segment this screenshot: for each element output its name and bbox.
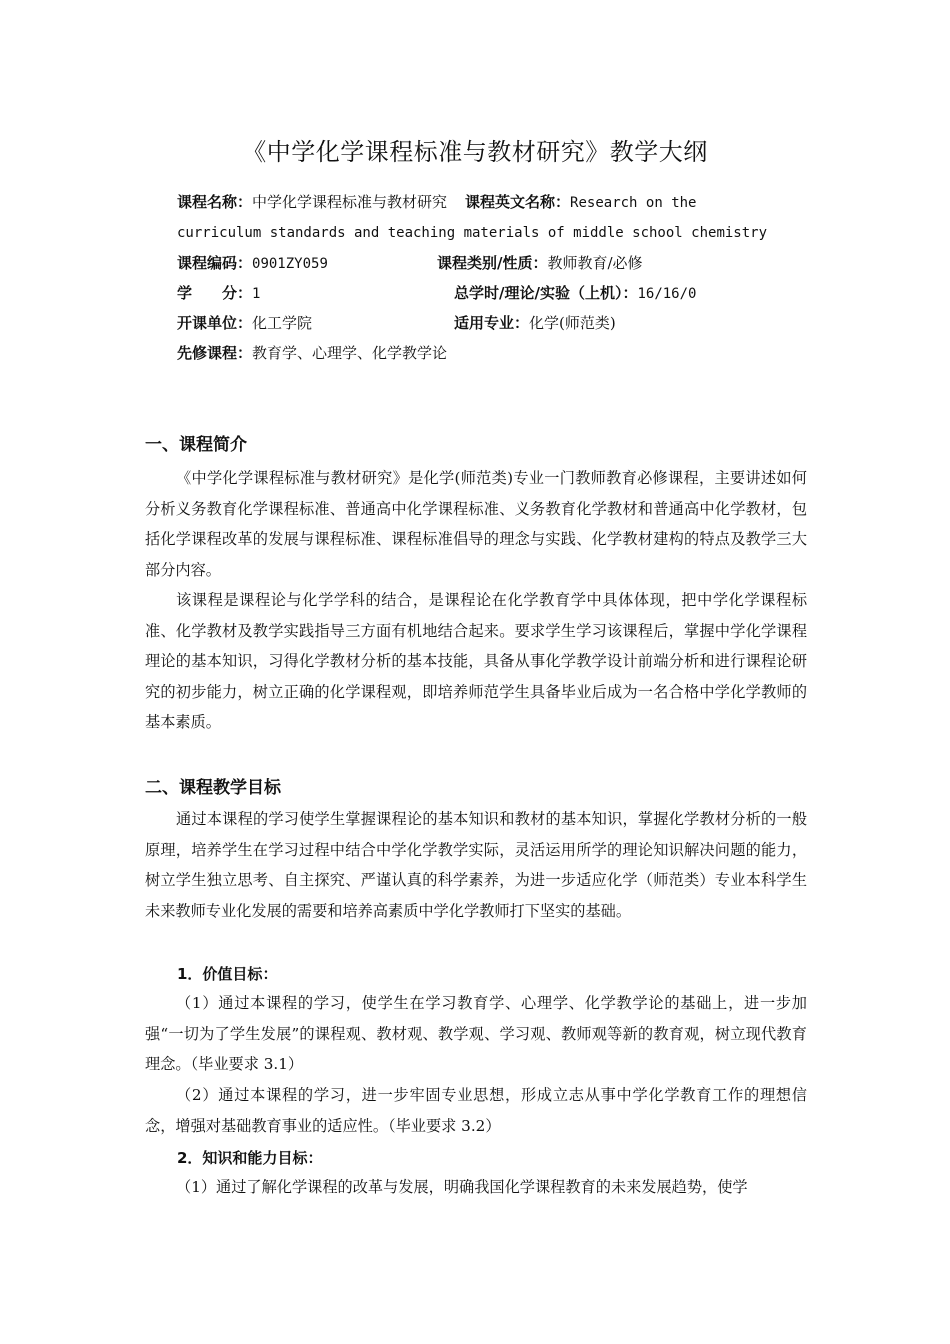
objectives-paragraph: 通过本课程的学习使学生掌握课程论的基本知识和教材的基本知识，掌握化学教材分析的一般原理，培养学生在学习过程中结合中学化学教学实际，灵活运用所学的理论知识解决问题的能力，树立学生独立思考、自主探究、严谨认真的科学素养，为进一步适应化学（师范类）专业本科学生未来教师专业化发展的需要和培养高素质中学化学教师打下坚实的基础。 [145,810,807,920]
course-en-value-1: Research on the [570,195,697,211]
intro-paragraph-1: 《中学化学课程标准与教材研究》是化学(师范类)专业一门教师教育必修课程，主要讲述如何分析义务教育化学课程标准、普通高中化学课程标准、义务教育化学教材和普通高中化学教材，包括化学课程改革的发展与课程标准、课程标准倡导的理念与实践、化学教材建构的特点及教学三大部分内容。 [145,469,807,579]
section-heading-objectives: 二、课程教学目标 [145,778,281,798]
section-heading-intro: 一、课程简介 [145,435,247,455]
prereq-row [177,342,447,364]
course-code-value: 0901ZY059 [252,256,328,272]
credit-row [177,282,260,305]
course-code-label: 课程编码： [177,254,253,272]
prereq-value: 教育学、心理学、化学教学论 [252,344,448,362]
value-goal-1: （1）通过本课程的学习，使学生在学习教育学、心理学、化学教学论的基础上，进一步加强“一切为了学生发展”的课程观、教材观、教学观、学习观、教师观等新的教育观，树立现代教育理念。（毕业要求 3.1） [145,994,807,1073]
credit-value: 1 [252,286,261,302]
unit-value: 化工学院 [252,314,313,332]
course-name-value: 中学化学课程标准与教材研究 [252,193,448,211]
course-type-value: 教师教育/必修 [547,254,643,272]
prereq-label: 先修课程： [177,344,253,362]
knowledge-goal-1: （1）通过了解化学课程的改革与发展，明确我国化学课程教育的未来发展趋势，使学 [176,1178,748,1196]
course-en-label: 课程英文名称： [465,193,571,211]
course-type-label: 课程类别/性质： [437,254,548,272]
course-name-label: 课程名称： [177,193,253,211]
major-value: 化学(师范类) [529,314,616,332]
major-row [454,312,616,334]
document-title: 《中学化学课程标准与教材研究》教学大纲 [242,138,708,166]
unit-label: 开课单位： [177,314,253,332]
hours-row [454,282,696,305]
value-goal-2: （2）通过本课程的学习，进一步牢固专业思想，形成立志从事中学化学教育工作的理想信念，增强对基础教育事业的适应性。（毕业要求 3.2） [145,1086,807,1135]
knowledge-goals-heading: 2．知识和能力目标： [177,1149,323,1167]
credit-label: 学 分： [177,284,253,302]
hours-label: 总学时/理论/实验（上机）： [454,284,638,302]
major-label: 适用专业： [454,314,530,332]
intro-paragraph-2: 该课程是课程论与化学学科的结合，是课程论在化学教育学中具体体现，把中学化学课程标准、化学教材及教学实践指导三方面有机地结合起来。要求学生学习该课程后，掌握中学化学课程理论的基本知识，习得化学教材分析的基本技能，具备从事化学教学设计前端分析和进行课程论研究的初步能力，树立正确的化学课程观，即培养师范学生具备毕业后成为一名合格中学化学教师的基本素质。 [145,591,807,731]
course-code-row [177,252,328,275]
unit-row [177,312,312,334]
hours-value: 16/16/0 [637,286,697,302]
course-name-row [177,191,696,214]
value-goals-heading: 1．价值目标： [177,965,278,983]
course-type-row [437,252,643,274]
course-en-value-2: curriculum standards and teaching materials of middle school chemistry [177,225,768,241]
